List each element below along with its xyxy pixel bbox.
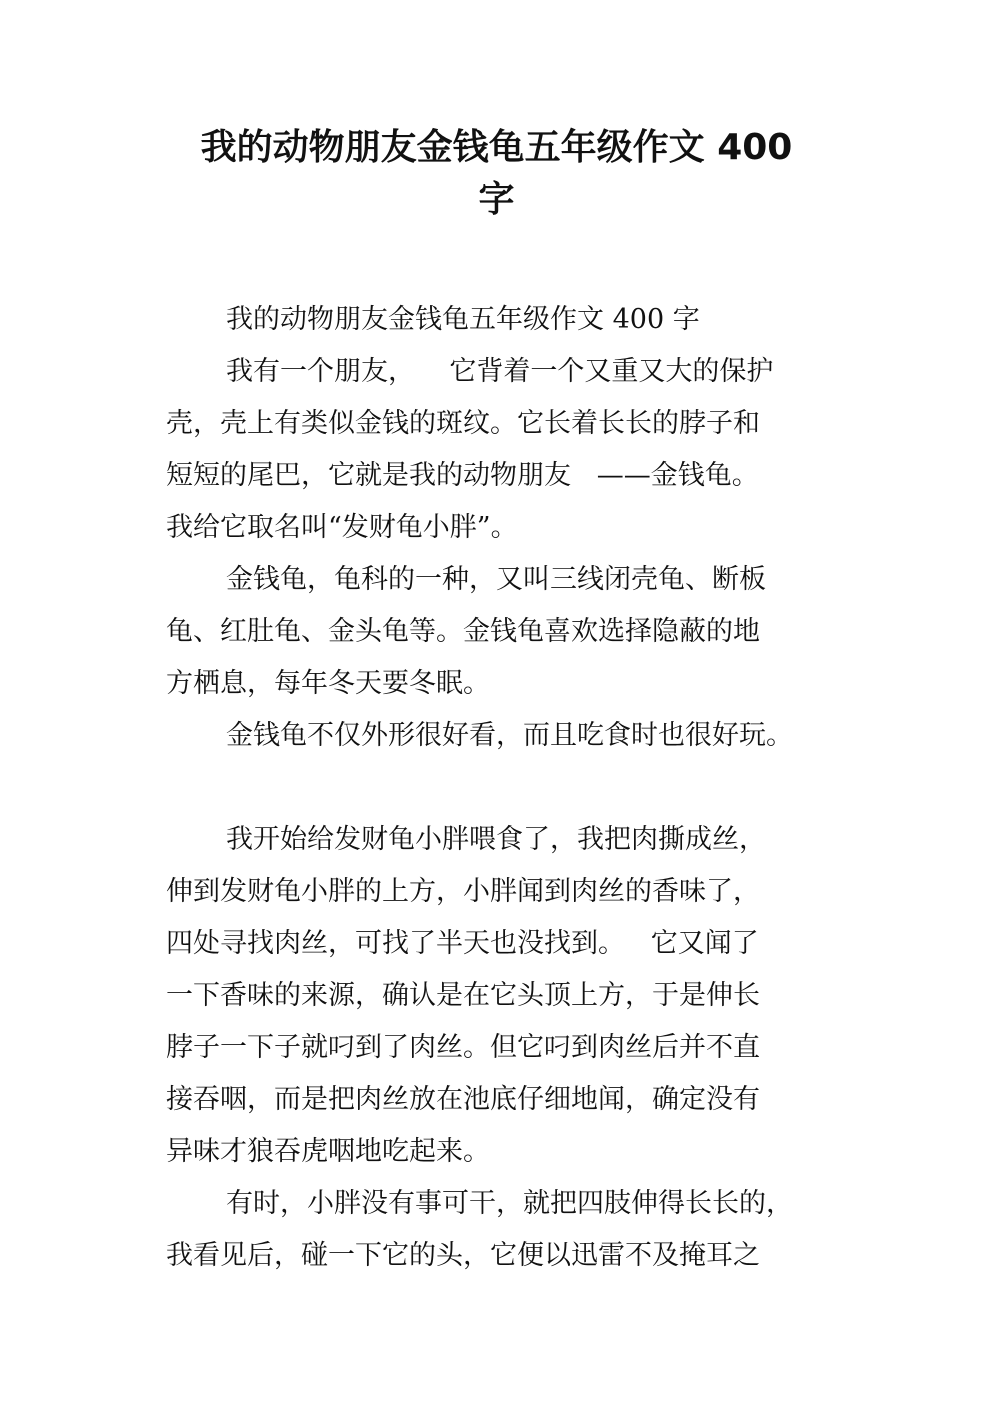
- document-title: [0, 122, 993, 226]
- text-line: 我开始给发财龟小胖喂食了，我把肉撕成丝，: [226, 824, 766, 855]
- text-line: 接吞咽，而是把肉丝放在池底仔细地闻，确定没有: [166, 1084, 760, 1115]
- paragraph: [166, 554, 866, 710]
- text-line: 伸到发财龟小胖的上方，小胖闻到肉丝的香味了，: [166, 876, 760, 907]
- text-line: 脖子一下子就叼到了肉丝。但它叼到肉丝后并不直: [166, 1032, 760, 1063]
- text-line: 我给它取名叫“发财龟小胖”。: [166, 512, 518, 543]
- paragraph: [166, 346, 866, 554]
- title-line: 字: [478, 179, 515, 220]
- blank-line: [166, 762, 866, 814]
- text-line: 方栖息，每年冬天要冬眠。: [166, 668, 490, 699]
- text-line: 一下香味的来源，确认是在它头顶上方，于是伸长: [166, 980, 760, 1011]
- text-line: 四处寻找肉丝，可找了半天也没找到。 它又闻了: [166, 928, 759, 959]
- paragraph: [166, 710, 866, 762]
- document-body: [166, 294, 866, 1282]
- text-line: 短短的尾巴，它就是我的动物朋友 ——金钱龟。: [166, 460, 759, 491]
- paragraph: [166, 294, 866, 346]
- text-line: 龟、红肚龟、金头龟等。金钱龟喜欢选择隐蔽的地: [166, 616, 760, 647]
- title-line: 我的动物朋友金钱龟五年级作文 400: [200, 127, 793, 168]
- paragraph: [166, 814, 866, 1178]
- text-line: 金钱龟不仅外形很好看，而且吃食时也很好玩。: [226, 720, 793, 751]
- text-line: 我看见后，碰一下它的头，它便以迅雷不及掩耳之: [166, 1240, 760, 1271]
- text-line: 我有一个朋友， 它背着一个又重又大的保护: [226, 356, 774, 387]
- text-line: 有时，小胖没有事可干，就把四肢伸得长长的，: [226, 1188, 793, 1219]
- text-line: 金钱龟，龟科的一种，又叫三线闭壳龟、断板: [226, 564, 766, 595]
- text-line: 我的动物朋友金钱龟五年级作文 400 字: [226, 304, 700, 335]
- text-line: 异味才狼吞虎咽地吃起来。: [166, 1136, 490, 1167]
- text-line: 壳，壳上有类似金钱的斑纹。它长着长长的脖子和: [166, 408, 760, 439]
- paragraph: [166, 1178, 866, 1282]
